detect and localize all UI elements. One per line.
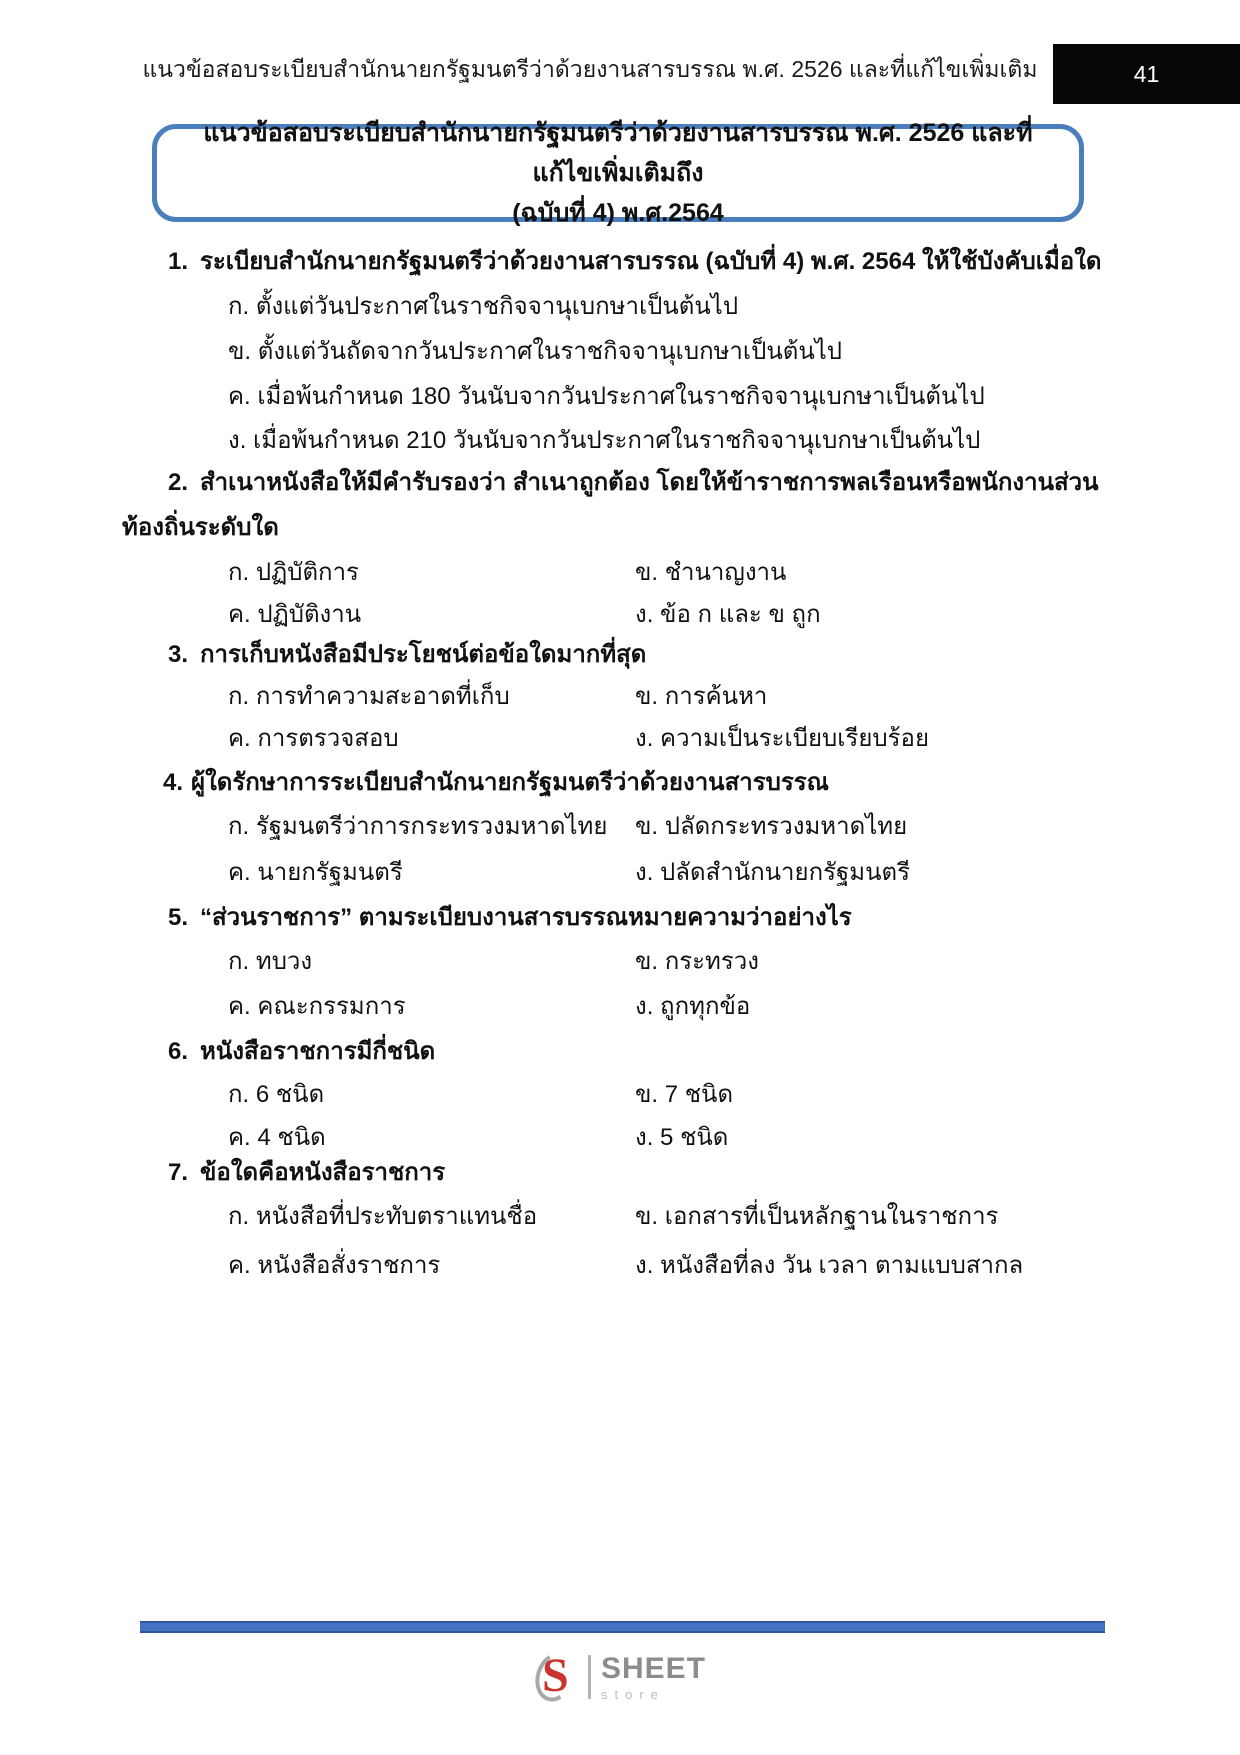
question-5-option-b: ข. กระทรวง (635, 948, 759, 975)
question-text: หนังสือราชการมีกี่ชนิด (200, 1038, 436, 1065)
sheet-store-logo (0, 1648, 1240, 1706)
question-2-heading (168, 462, 1099, 501)
question-7-option-b: ข. เอกสารที่เป็นหลักฐานในราชการ (635, 1203, 999, 1230)
question-text: ข้อใดคือหนังสือราชการ (200, 1159, 446, 1186)
question-5-option-a: ก. ทบวง (228, 948, 313, 975)
question-3-option-b: ข. การค้นหา (635, 683, 768, 710)
question-7-option-c: ค. หนังสือสั่งราชการ (228, 1252, 441, 1279)
question-text: ผู้ใดรักษาการระเบียบสำนักนายกรัฐมนตรีว่าด้วยงานสารบรรณ (191, 769, 829, 796)
page-number: 41 (1133, 60, 1160, 87)
question-2-heading-line-2: ท้องถิ่นระดับใด (122, 514, 279, 541)
question-3-options-row-1 (228, 676, 767, 715)
question-5-options-row-2 (228, 986, 750, 1025)
footer-divider-bar (140, 1621, 1105, 1633)
question-number: 4. (163, 769, 184, 796)
question-6-option-b: ข. 7 ชนิด (635, 1081, 734, 1108)
question-5-option-d: ง. ถูกทุกข้อ (635, 993, 751, 1020)
question-6-option-c: ค. 4 ชนิด (228, 1124, 326, 1151)
question-1-heading (168, 241, 1102, 280)
question-5-options-row-1 (228, 941, 759, 980)
question-1-option-b: ข. ตั้งแต่วันถัดจากวันประกาศในราชกิจจานุเบกษาเป็นต้นไป (228, 338, 843, 365)
question-7-options-row-1 (228, 1196, 998, 1235)
logo-divider (588, 1655, 591, 1699)
header-title: แนวข้อสอบระเบียบสำนักนายกรัฐมนตรีว่าด้วยงานสารบรรณ พ.ศ. 2526 และที่แก้ไขเพิ่มเติม (142, 56, 1038, 82)
title-box (152, 119, 1084, 227)
question-3-option-c: ค. การตรวจสอบ (228, 725, 399, 752)
question-2-option-a: ก. ปฏิบัติการ (228, 559, 359, 586)
question-number: 2. (168, 469, 189, 496)
question-2-options-row-1 (228, 552, 786, 591)
question-1-option-c: ค. เมื่อพ้นกำหนด 180 วันนับจากวันประกาศในราชกิจจานุเบกษาเป็นต้นไป (228, 383, 985, 410)
logo-text-block (600, 1651, 707, 1702)
question-2-option-c: ค. ปฏิบัติงาน (228, 601, 362, 628)
question-2-option-b: ข. ชำนาญงาน (635, 559, 787, 586)
question-6-option-a: ก. 6 ชนิด (228, 1081, 325, 1108)
question-text: “ส่วนราชการ” ตามระเบียบงานสารบรรณหมายความว่าอย่างไร (200, 904, 852, 931)
title-line-2: (ฉบับที่ 4) พ.ศ.2564 (512, 199, 724, 227)
question-3-heading (168, 634, 646, 673)
question-4-heading (163, 762, 829, 801)
question-number: 7. (168, 1159, 189, 1186)
question-6-options-row-1 (228, 1074, 733, 1113)
question-7-options-row-2 (228, 1245, 1023, 1284)
question-2-option-d: ง. ข้อ ก และ ข ถูก (635, 601, 821, 628)
question-4-options-row-1 (228, 806, 907, 845)
question-4-option-a: ก. รัฐมนตรีว่าการกระทรวงมหาดไทย (228, 813, 608, 840)
sheet-store-s-icon (534, 1648, 578, 1706)
page-number-badge (1053, 44, 1240, 104)
question-5-option-c: ค. คณะกรรมการ (228, 993, 406, 1020)
question-text: การเก็บหนังสือมีประโยชน์ต่อข้อใดมากที่สุด (200, 641, 647, 668)
logo-sheet-text: SHEET (600, 1651, 707, 1685)
question-6-heading (168, 1031, 435, 1070)
question-1-option-d: ง. เมื่อพ้นกำหนด 210 วันนับจากวันประกาศในราชกิจจานุเบกษาเป็นต้นไป (228, 427, 981, 454)
question-4-option-b: ข. ปลัดกระทรวงมหาดไทย (635, 813, 908, 840)
question-6-options-row-2 (228, 1117, 728, 1156)
question-6-option-d: ง. 5 ชนิด (635, 1124, 729, 1151)
question-text: สำเนาหนังสือให้มีคำรับรองว่า สำเนาถูกต้อง โดยให้ข้าราชการพลเรือนหรือพนักงานส่วน (200, 469, 1099, 496)
question-3-options-row-2 (228, 718, 929, 757)
question-4-options-row-2 (228, 852, 910, 891)
logo-store-text: store (600, 1686, 665, 1702)
question-3-option-d: ง. ความเป็นระเบียบเรียบร้อย (635, 725, 929, 752)
title-line-1: แนวข้อสอบระเบียบสำนักนายกรัฐมนตรีว่าด้วยงานสารบรรณ พ.ศ. 2526 และที่แก้ไขเพิ่มเติมถึง (203, 119, 1033, 187)
question-3-option-a: ก. การทำความสะอาดที่เก็บ (228, 683, 510, 710)
logo-s-letter: S (541, 1649, 569, 1702)
question-5-heading (168, 897, 852, 936)
question-number: 5. (168, 904, 189, 931)
question-number: 6. (168, 1038, 189, 1065)
question-7-heading (168, 1152, 445, 1191)
question-4-option-d: ง. ปลัดสำนักนายกรัฐมนตรี (635, 859, 910, 886)
question-7-option-d: ง. หนังสือที่ลง วัน เวลา ตามแบบสากล (635, 1252, 1024, 1279)
question-text: ระเบียบสำนักนายกรัฐมนตรีว่าด้วยงานสารบรรณ (ฉบับที่ 4) พ.ศ. 2564 ให้ใช้บังคับเมื่อใด (200, 248, 1102, 275)
question-1-option-a: ก. ตั้งแต่วันประกาศในราชกิจจานุเบกษาเป็นต้นไป (228, 293, 739, 320)
question-7-option-a: ก. หนังสือที่ประทับตราแทนชื่อ (228, 1203, 538, 1230)
question-2-options-row-2 (228, 594, 821, 633)
question-number: 1. (168, 248, 189, 275)
question-number: 3. (168, 641, 189, 668)
question-4-option-c: ค. นายกรัฐมนตรี (228, 859, 403, 886)
